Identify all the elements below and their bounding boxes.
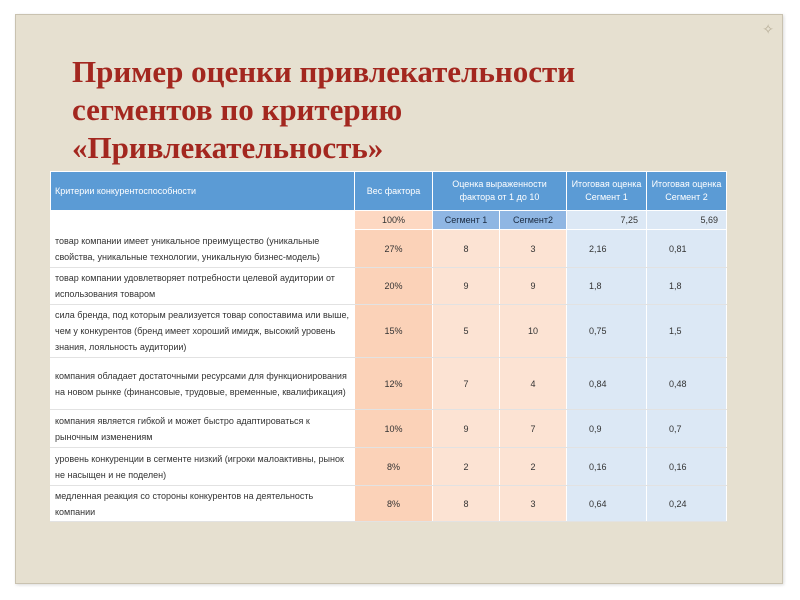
row-criteria-line: компания обладает достаточными ресурсами для функционирования: [55, 370, 347, 381]
row-estimate-seg2: 2: [500, 448, 567, 486]
row-estimate-seg2: 4: [500, 358, 567, 410]
header-total-seg1: [567, 172, 647, 211]
evaluation-table-wrapper: [50, 171, 726, 522]
row-estimate-seg1: 7: [433, 358, 500, 410]
row-criteria-line: товар компании удовлетворяет потребности целевой аудитории от: [55, 273, 335, 283]
row-criteria-line: не насыщен и не поделен): [55, 469, 167, 480]
row-criteria: [51, 268, 355, 305]
table-row: [51, 410, 727, 448]
title-line-1: Пример оценки привлекательности: [72, 54, 576, 89]
row-estimate-seg1: 9: [433, 410, 500, 448]
row-weight: 10%: [355, 410, 433, 448]
row-criteria-line: чем у конкурентов (бренд имеет хороший имидж, высокий уровень: [55, 326, 336, 336]
row-estimate-seg1: 2: [433, 448, 500, 486]
subheader-total-seg1: 7,25: [567, 211, 647, 230]
header-total-seg2-line2: Сегмент 2: [665, 192, 708, 202]
row-total-seg2: 0,7: [647, 410, 727, 448]
row-weight: 8%: [355, 486, 433, 522]
row-estimate-seg2: 9: [500, 268, 567, 305]
corner-ornament-icon: ✧: [762, 21, 774, 37]
row-criteria-line: знания, лояльность аудитории): [55, 342, 187, 352]
table-row: [51, 268, 727, 305]
subheader-seg1: Сегмент 1: [433, 211, 500, 230]
row-weight: 20%: [355, 268, 433, 305]
row-estimate-seg2: 3: [500, 486, 567, 522]
row-total-seg1: 0,84: [567, 358, 647, 410]
header-criteria: Критерии конкурентоспособности: [51, 172, 355, 211]
table-row: [51, 448, 727, 486]
row-estimate-seg1: 5: [433, 305, 500, 358]
table-row: [51, 230, 727, 268]
row-criteria-line: компания является гибкой и может быстро адаптироваться к: [55, 415, 310, 426]
row-criteria-line: уровень конкуренции в сегменте низкий (игроки малоактивны, рынок: [55, 453, 344, 464]
row-criteria-line: на новом рынке (финансовые, трудовые, временные, квалификация): [55, 386, 346, 397]
table-row: [51, 305, 727, 358]
row-total-seg1: 2,16: [567, 230, 647, 268]
header-estimate: [433, 172, 567, 211]
evaluation-table: [50, 171, 727, 522]
table-subheader-row: [51, 211, 727, 230]
row-criteria-line: компании: [55, 506, 96, 517]
row-criteria: [51, 230, 355, 268]
header-weight: Вес фактора: [355, 172, 433, 211]
row-criteria: [51, 448, 355, 486]
row-total-seg2: 0,16: [647, 448, 727, 486]
row-estimate-seg1: 8: [433, 486, 500, 522]
row-weight: 8%: [355, 448, 433, 486]
row-total-seg2: 0,24: [647, 486, 727, 522]
row-total-seg2: 1,8: [647, 268, 727, 305]
header-estimate-line1: Оценка выраженности: [452, 179, 547, 189]
row-criteria-line: свойства, уникальные технологии, уникальную бизнес-модель): [55, 251, 320, 262]
row-total-seg1: 0,75: [567, 305, 647, 358]
row-total-seg2: 0,48: [647, 358, 727, 410]
row-criteria: [51, 358, 355, 410]
title-line-2: сегментов по критерию: [72, 92, 403, 127]
subheader-total-seg2: 5,69: [647, 211, 727, 230]
subheader-weight-total: 100%: [355, 211, 433, 230]
row-criteria-line: рыночным изменениям: [55, 431, 153, 442]
row-weight: 27%: [355, 230, 433, 268]
row-criteria: [51, 486, 355, 522]
row-total-seg1: 1,8: [567, 268, 647, 305]
subheader-seg2: Сегмент2: [500, 211, 567, 230]
row-criteria: [51, 410, 355, 448]
row-total-seg1: 0,64: [567, 486, 647, 522]
title-line-3: «Привлекательность»: [72, 130, 384, 165]
row-criteria-line: сила бренда, под которым реализуется товар сопоставима или выше,: [55, 310, 349, 320]
row-criteria-line: товар компании имеет уникальное преимущество (уникальные: [55, 235, 320, 246]
row-total-seg2: 0,81: [647, 230, 727, 268]
header-total-seg2: [647, 172, 727, 211]
row-criteria-line: медленная реакция со стороны конкурентов на деятельность: [55, 490, 314, 501]
row-criteria-line: использования товаром: [55, 289, 156, 299]
header-total-seg2-line1: Итоговая оценка: [651, 179, 722, 189]
table-row: [51, 486, 727, 522]
row-estimate-seg2: 7: [500, 410, 567, 448]
row-estimate-seg2: 10: [500, 305, 567, 358]
row-weight: 12%: [355, 358, 433, 410]
row-total-seg1: 0,16: [567, 448, 647, 486]
row-estimate-seg1: 9: [433, 268, 500, 305]
row-weight: 15%: [355, 305, 433, 358]
slide-title: [72, 53, 752, 167]
table-row: [51, 358, 727, 410]
header-total-seg1-line2: Сегмент 1: [585, 192, 628, 202]
header-estimate-line2: фактора от 1 до 10: [459, 192, 540, 202]
header-total-seg1-line1: Итоговая оценка: [571, 179, 642, 189]
row-estimate-seg2: 3: [500, 230, 567, 268]
subheader-blank: [51, 211, 355, 230]
row-estimate-seg1: 8: [433, 230, 500, 268]
row-criteria: [51, 305, 355, 358]
row-total-seg1: 0,9: [567, 410, 647, 448]
row-total-seg2: 1,5: [647, 305, 727, 358]
table-header-row: [51, 172, 727, 211]
